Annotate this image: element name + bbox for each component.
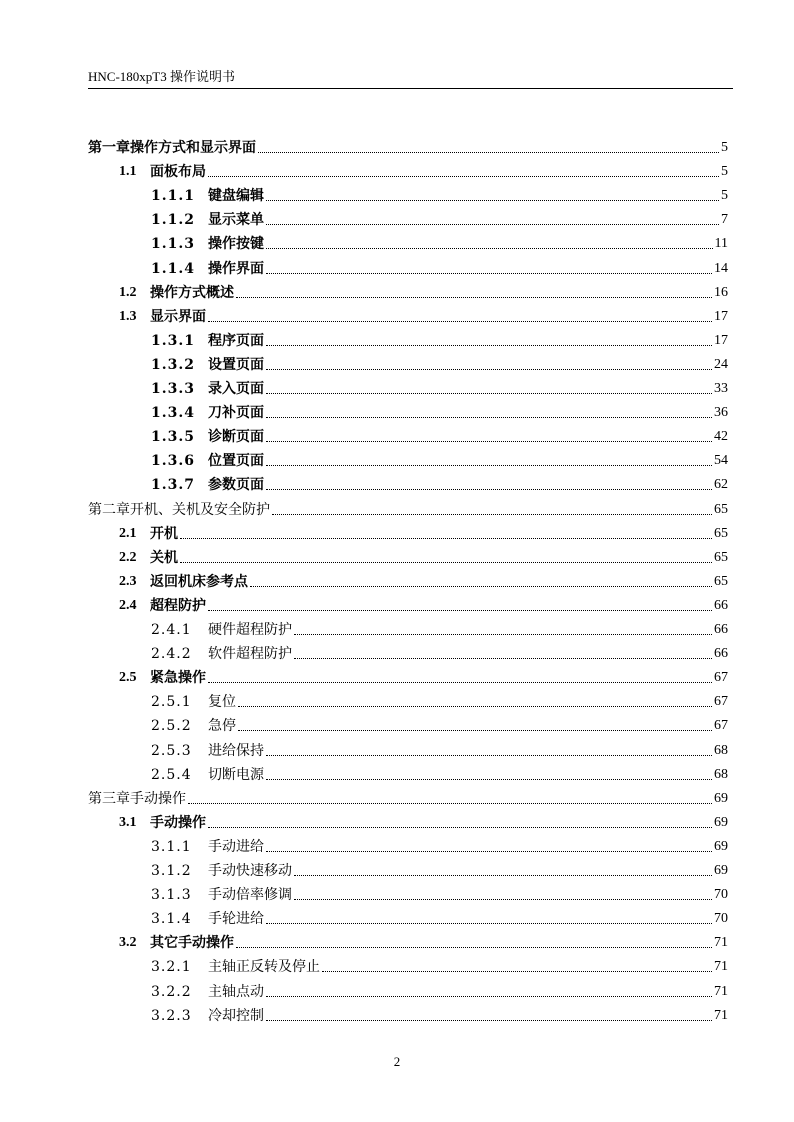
toc-entry-page: 11 <box>714 236 728 252</box>
toc-entry-title: 程序页面 <box>208 332 264 349</box>
toc-entry-number: 1.3.6 <box>151 453 195 470</box>
toc-entry-number: 2.5 <box>119 670 137 686</box>
toc-entry-title: 显示界面 <box>150 308 206 325</box>
toc-entry-title: 第三章手动操作 <box>88 790 186 807</box>
toc-entry[interactable] <box>151 449 728 469</box>
toc-dot-leader <box>266 851 712 852</box>
toc-entry-page: 17 <box>714 308 728 324</box>
toc-entry-page: 71 <box>714 935 728 951</box>
toc-entry[interactable] <box>151 329 728 349</box>
toc-entry-title: 返回机床参考点 <box>150 573 248 590</box>
toc-entry-page: 66 <box>714 622 728 637</box>
toc-entry-number: 1.3.3 <box>151 381 195 397</box>
toc-dot-leader <box>266 755 712 756</box>
toc-entry-page: 62 <box>714 477 728 493</box>
toc-entry-title: 诊断页面 <box>208 429 264 446</box>
toc-entry[interactable] <box>151 883 728 903</box>
toc-entry[interactable] <box>151 353 728 373</box>
toc-dot-leader <box>180 562 712 563</box>
toc-entry-page: 69 <box>714 814 728 830</box>
toc-entry-number: 1.3 <box>119 308 137 324</box>
toc-dot-leader <box>266 224 719 225</box>
toc-entry[interactable] <box>88 136 728 156</box>
toc-dot-leader <box>266 345 712 346</box>
toc-entry-title: 刀补页面 <box>208 405 264 422</box>
toc-entry-page: 5 <box>721 140 728 155</box>
toc-entry-title: 操作方式概述 <box>150 284 234 301</box>
toc-entry-number: 2.5.2 <box>151 718 192 735</box>
toc-entry-number: 1.3.2 <box>151 356 195 373</box>
toc-entry[interactable] <box>151 232 728 252</box>
toc-entry[interactable] <box>151 763 728 783</box>
toc-entry-page: 71 <box>714 959 728 975</box>
toc-dot-leader <box>266 489 712 490</box>
toc-dot-leader <box>238 730 712 731</box>
toc-dot-leader <box>180 538 712 539</box>
toc-dot-leader <box>250 586 712 587</box>
toc-entry-page: 70 <box>714 911 728 927</box>
toc-entry-title: 位置页面 <box>208 453 264 470</box>
toc-entry-title: 硬件超程防护 <box>208 622 292 638</box>
toc-entry-title: 操作界面 <box>208 260 264 277</box>
toc-entry-number: 2.3 <box>119 573 137 589</box>
toc-entry[interactable] <box>119 570 728 590</box>
toc-dot-leader <box>266 923 712 924</box>
toc-entry-number: 2.5.3 <box>151 742 192 759</box>
toc-entry[interactable] <box>151 257 728 277</box>
toc-entry-number: 2.4.1 <box>151 622 192 638</box>
toc-entry-number: 3.2.1 <box>151 959 192 976</box>
toc-entry[interactable] <box>151 980 728 1000</box>
toc-dot-leader <box>266 200 719 201</box>
toc-entry-page: 71 <box>714 983 728 999</box>
toc-entry[interactable] <box>151 473 728 493</box>
toc-entry-number: 3.1.4 <box>151 911 192 928</box>
toc-entry-title: 参数页面 <box>208 477 264 494</box>
toc-entry-title: 冷却控制 <box>208 1007 264 1024</box>
toc-entry[interactable] <box>88 787 728 807</box>
toc-entry-page: 68 <box>714 742 728 758</box>
toc-entry[interactable] <box>151 859 728 879</box>
toc-entry-page: 5 <box>721 188 728 204</box>
toc-entry-title: 显示菜单 <box>208 212 264 229</box>
toc-entry-number: 1.1.1 <box>151 188 195 205</box>
toc-dot-leader <box>266 393 712 394</box>
toc-entry-page: 54 <box>714 453 728 469</box>
toc-dot-leader <box>188 803 712 804</box>
toc-entry-title: 设置页面 <box>208 356 264 373</box>
toc-entry[interactable] <box>151 714 728 734</box>
toc-dot-leader <box>236 297 712 298</box>
toc-entry-number: 2.5.1 <box>151 694 192 711</box>
page-number: 2 <box>393 1054 401 1069</box>
toc-dot-leader <box>294 875 712 876</box>
toc-entry-page: 66 <box>714 597 728 613</box>
toc-entry[interactable] <box>151 642 728 662</box>
toc-entry-title: 录入页面 <box>208 381 264 397</box>
toc-dot-leader <box>238 706 712 707</box>
toc-dot-leader <box>208 321 712 322</box>
toc-entry-number: 2.4 <box>119 597 137 613</box>
toc-entry[interactable] <box>151 425 728 445</box>
toc-dot-leader <box>258 152 719 153</box>
toc-entry-title: 手动倍率修调 <box>208 887 292 904</box>
toc-entry-title: 手动操作 <box>150 814 206 831</box>
toc-entry-page: 65 <box>714 501 728 517</box>
toc-entry[interactable] <box>151 377 728 397</box>
toc-entry-number: 1.3.7 <box>151 477 195 494</box>
toc-entry-title: 关机 <box>150 549 178 566</box>
toc-entry-title: 主轴正反转及停止 <box>208 959 320 976</box>
toc-entry-number: 1.1.2 <box>151 212 195 229</box>
toc-entry[interactable] <box>151 401 728 421</box>
toc-entry-page: 17 <box>714 332 728 348</box>
toc-entry-title: 手轮进给 <box>208 911 264 928</box>
toc-entry-title: 手动进给 <box>208 838 264 855</box>
toc-dot-leader <box>266 1020 712 1021</box>
toc-entry-number: 3.1.2 <box>151 863 192 879</box>
toc-entry[interactable] <box>151 739 728 759</box>
toc-dot-leader <box>208 827 712 828</box>
toc-dot-leader <box>322 971 712 972</box>
toc-dot-leader <box>208 682 712 683</box>
toc-entry[interactable] <box>119 931 728 951</box>
toc-entry-page: 65 <box>714 525 728 541</box>
toc-entry[interactable] <box>151 618 728 638</box>
toc-dot-leader <box>266 248 713 249</box>
toc-entry-title: 开机 <box>150 525 178 542</box>
toc-entry-number: 1.1.3 <box>151 236 195 253</box>
toc-entry-page: 42 <box>714 429 728 445</box>
toc-entry-number: 1.1.4 <box>151 260 195 277</box>
toc-entry-title: 软件超程防护 <box>208 646 292 663</box>
toc-entry[interactable] <box>119 594 728 614</box>
toc-dot-leader <box>294 899 712 900</box>
toc-dot-leader <box>266 417 712 418</box>
toc-dot-leader <box>266 441 712 442</box>
toc-entry-number: 1.3.1 <box>151 332 195 349</box>
toc-entry-page: 36 <box>714 405 728 421</box>
toc-entry-page: 71 <box>714 1007 728 1023</box>
toc-entry-page: 67 <box>714 694 728 710</box>
toc-entry-number: 3.2 <box>119 935 137 951</box>
toc-entry-page: 69 <box>714 790 728 806</box>
toc-entry-page: 68 <box>714 766 728 782</box>
toc-entry-number: 3.2.2 <box>151 983 192 1000</box>
toc-entry-number: 2.4.2 <box>151 646 192 663</box>
toc-entry-number: 3.1.3 <box>151 887 192 904</box>
toc-entry[interactable] <box>119 160 728 180</box>
toc-entry-number: 1.1 <box>119 164 137 180</box>
toc-entry[interactable] <box>151 955 728 975</box>
toc-entry-title: 手动快速移动 <box>208 863 292 879</box>
toc-entry[interactable] <box>88 498 728 518</box>
toc-entry-page: 16 <box>714 284 728 300</box>
header-rule <box>88 88 733 89</box>
toc-entry[interactable] <box>151 835 728 855</box>
toc-entry[interactable] <box>119 546 728 566</box>
toc-dot-leader <box>266 465 712 466</box>
toc-entry[interactable] <box>151 1004 728 1024</box>
toc-entry-title: 紧急操作 <box>150 670 206 687</box>
toc-entry-page: 67 <box>714 670 728 686</box>
toc-entry-title: 面板布局 <box>150 164 206 181</box>
toc-entry[interactable] <box>119 666 728 686</box>
toc-dot-leader <box>266 996 712 997</box>
toc-entry[interactable] <box>119 281 728 301</box>
toc-entry-number: 2.1 <box>119 525 137 541</box>
toc-dot-leader <box>266 369 712 370</box>
toc-entry-title: 键盘编辑 <box>208 188 264 205</box>
toc-entry[interactable] <box>151 690 728 710</box>
toc-entry-title: 第二章开机、关机及安全防护 <box>88 501 270 518</box>
toc-dot-leader <box>208 176 719 177</box>
toc-entry-number: 2.5.4 <box>151 766 192 783</box>
toc-entry-page: 69 <box>714 838 728 854</box>
toc-entry-number: 2.2 <box>119 549 137 565</box>
toc-entry[interactable] <box>119 522 728 542</box>
toc-entry-number: 3.1 <box>119 814 137 830</box>
toc-dot-leader <box>266 273 712 274</box>
document-header-title: HNC-180xpT3 操作说明书 <box>88 69 235 84</box>
toc-dot-leader <box>208 610 712 611</box>
toc-entry-title: 操作按键 <box>208 236 264 253</box>
toc-entry[interactable] <box>119 811 728 831</box>
toc-entry-page: 70 <box>714 887 728 903</box>
toc-entry-page: 33 <box>714 381 728 396</box>
toc-entry-page: 65 <box>714 573 728 589</box>
toc-entry-number: 1.2 <box>119 284 137 300</box>
toc-entry-page: 67 <box>714 718 728 734</box>
toc-entry-title: 切断电源 <box>208 766 264 783</box>
toc-entry-number: 3.2.3 <box>151 1007 192 1024</box>
toc-entry-title: 其它手动操作 <box>150 935 234 952</box>
toc-entry[interactable] <box>119 305 728 325</box>
toc-dot-leader <box>272 514 712 515</box>
toc-entry-page: 66 <box>714 646 728 662</box>
toc-entry-title: 超程防护 <box>150 597 206 614</box>
toc-entry-page: 65 <box>714 549 728 565</box>
toc-entry-page: 24 <box>714 356 728 372</box>
toc-entry-number: 1.3.5 <box>151 429 195 446</box>
toc-entry-page: 5 <box>721 164 728 180</box>
toc-entry[interactable] <box>151 208 728 228</box>
toc-entry-page: 7 <box>721 212 728 228</box>
toc-entry-title: 第一章操作方式和显示界面 <box>88 140 256 156</box>
toc-entry-title: 急停 <box>208 718 236 735</box>
toc-dot-leader <box>266 779 712 780</box>
toc-dot-leader <box>294 658 712 659</box>
toc-entry-number: 1.3.4 <box>151 405 195 422</box>
toc-entry[interactable] <box>151 184 728 204</box>
toc-entry-title: 主轴点动 <box>208 983 264 1000</box>
toc-entry-page: 69 <box>714 863 728 878</box>
toc-entry[interactable] <box>151 907 728 927</box>
toc-entry-number: 3.1.1 <box>151 838 192 855</box>
toc-dot-leader <box>294 634 712 635</box>
toc-entry-title: 复位 <box>208 694 236 711</box>
toc-entry-title: 进给保持 <box>208 742 264 759</box>
toc-dot-leader <box>236 947 712 948</box>
toc-entry-page: 14 <box>714 260 728 276</box>
